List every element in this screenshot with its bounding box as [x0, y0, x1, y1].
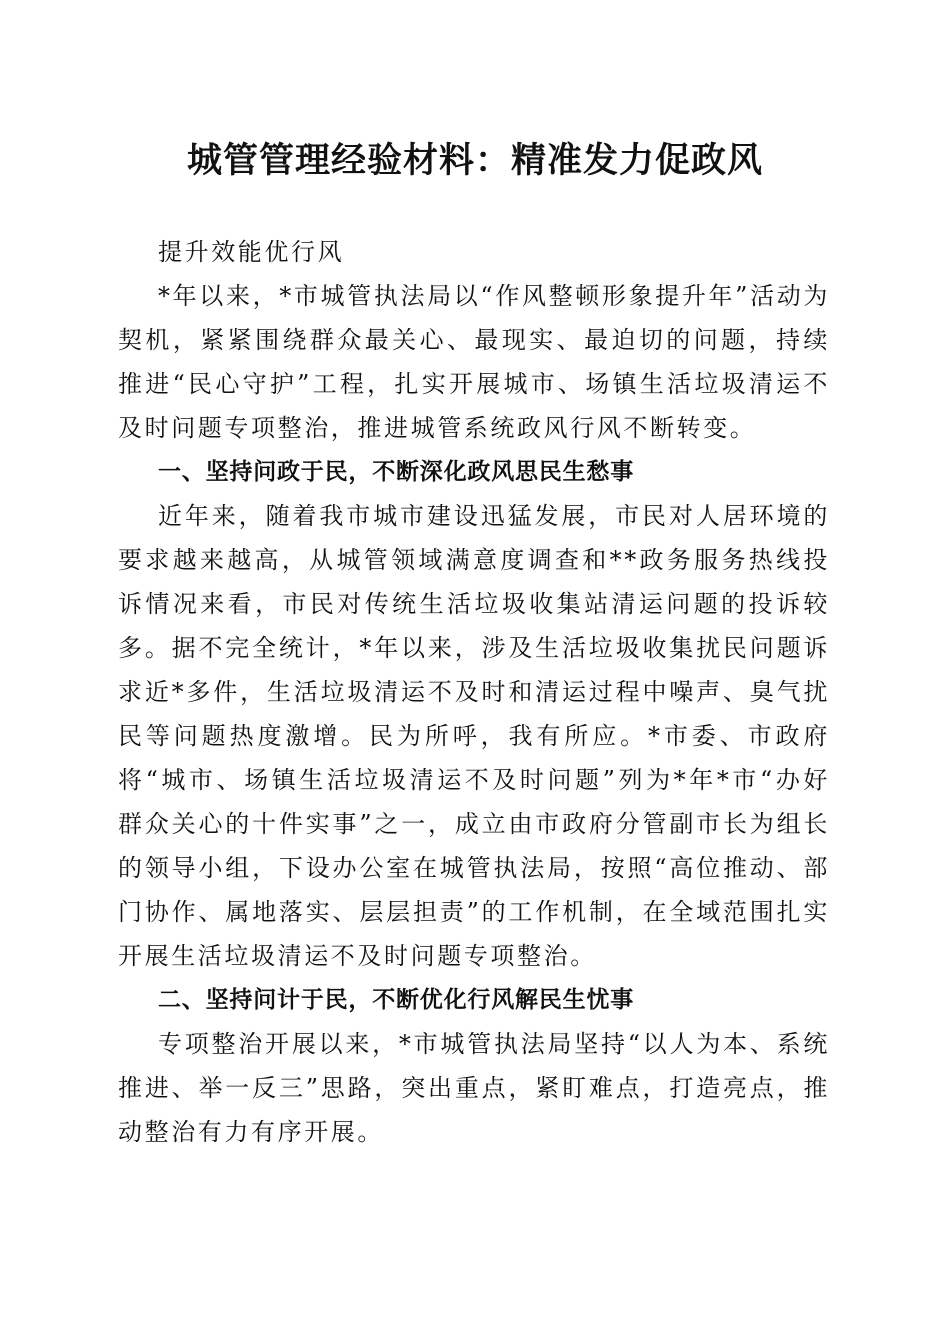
subtitle-paragraph: 提升效能优行风	[158, 238, 345, 266]
section-1-heading: 一、坚持问政于民，不断深化政风思民生愁事	[158, 459, 634, 485]
document-body	[118, 230, 830, 1154]
section-2-paragraph: 专项整治开展以来，*市城管执法局坚持“以人为本、系统推进、举一反三”思路，突出重点，紧盯难点，打造亮点，推动整治有力有序开展。	[118, 1030, 830, 1146]
section-2-heading: 二、坚持问计于民，不断优化行风解民生忧事	[158, 987, 634, 1013]
intro-paragraph: *年以来，*市城管执法局以“作风整顿形象提升年”活动为契机，紧紧围绕群众最关心、最现实、最迫切的问题，持续推进“民心守护”工程，扎实开展城市、场镇生活垃圾清运不及时问题专项整治，推进城管系统政风行风不断转变。	[118, 282, 830, 442]
section-1-paragraph: 近年来，随着我市城市建设迅猛发展，市民对人居环境的要求越来越高，从城管领域满意度调查和**政务服务热线投诉情况来看，市民对传统生活垃圾收集站清运问题的投诉较多。据不完全统计，*年以来，涉及生活垃圾收集扰民问题诉求近*多件，生活垃圾清运不及时和清运过程中噪声、臭气扰民等问题热度激增。民为所呼，我有所应。*市委、市政府将“城市、场镇生活垃圾清运不及时问题”列为*年*市“办好群众关心的十件实事”之一，成立由市政府分管副市长为组长的领导小组，下设办公室在城管执法局，按照“高位推动、部门协作、属地落实、层层担责”的工作机制，在全域范围扎实开展生活垃圾清运不及时问题专项整治。	[118, 502, 830, 970]
document-title: 城管管理经验材料：精准发力促政风	[186, 140, 763, 181]
